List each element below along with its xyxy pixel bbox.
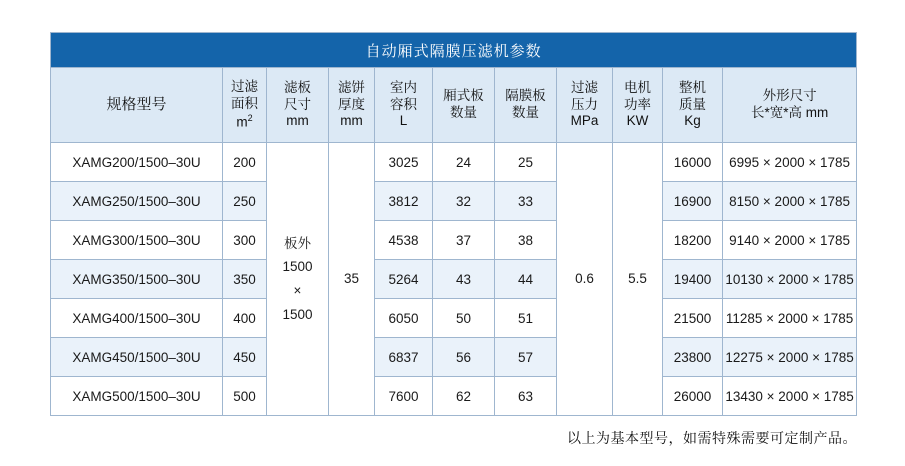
header-filter-area-unit: $m^2$ [236,112,253,130]
cell-filter-pressure-merged: 0.6 [557,143,613,416]
plate-size-line1: 板外 [284,235,311,251]
footer-note: 以上为基本型号，如需特殊需要可定制产品。 [567,430,857,446]
cell-membrane-plate-count: 63 [495,377,557,416]
cell-chamber-volume: 6837 [375,338,433,377]
cell-box-plate-count: 37 [433,221,495,260]
cell-filter-area: 500 [223,377,267,416]
cell-box-plate-count: 56 [433,338,495,377]
plate-size-line3: × [293,283,302,298]
cell-membrane-plate-count: 33 [495,182,557,221]
header-plate-size-line1: 滤板 [284,79,311,95]
cell-chamber-volume: 6050 [375,299,433,338]
header-filter-area-line1: 过滤 [231,78,258,94]
cell-model: XAMG200/1500–30U [51,143,223,182]
cell-membrane-plate-count: 44 [495,260,557,299]
cell-membrane-plate-count: 25 [495,143,557,182]
table-row [51,221,857,260]
cell-plate-size-merged [267,143,329,416]
header-motor-power-line2: 功率 [624,96,651,112]
cell-box-plate-count: 32 [433,182,495,221]
cell-model: XAMG350/1500–30U [51,260,223,299]
header-machine-weight-line1: 整机 [679,79,706,95]
header-filter-pressure-unit: MPa [570,113,599,129]
cell-box-plate-count: 50 [433,299,495,338]
header-cake-thickness [329,68,375,143]
cell-machine-weight: 19400 [663,260,723,299]
header-box-plate-count-line2: 数量 [450,105,477,120]
cell-cake-thickness-merged: 35 [329,143,375,416]
header-chamber-volume [375,68,433,143]
table-row [51,260,857,299]
plate-size-line2: 1500 [282,259,313,275]
cell-membrane-plate-count: 51 [495,299,557,338]
table-title: 自动厢式隔膜压滤机参数 [51,33,857,68]
cell-chamber-volume: 4538 [375,221,433,260]
header-chamber-volume-line1: 室内 [390,79,417,95]
cell-membrane-plate-count: 38 [495,221,557,260]
table-row [51,377,857,416]
cell-model: XAMG400/1500–30U [51,299,223,338]
header-membrane-plate-count-line2: 数量 [512,105,539,120]
header-chamber-volume-line2: 容积 [390,96,417,112]
cell-chamber-volume: 7600 [375,377,433,416]
header-dimensions [723,68,857,143]
table-row [51,338,857,377]
cell-model: XAMG250/1500–30U [51,182,223,221]
cell-dimensions: 12275 × 2000 × 1785 [723,338,857,377]
cell-chamber-volume: 3812 [375,182,433,221]
cell-machine-weight: 23800 [663,338,723,377]
header-filter-pressure-line1: 过滤 [571,79,598,95]
cell-model: XAMG450/1500–30U [51,338,223,377]
cell-motor-power-merged: 5.5 [613,143,663,416]
header-box-plate-count [433,68,495,143]
cell-filter-area: 400 [223,299,267,338]
header-motor-power-line1: 电机 [624,79,651,95]
header-plate-size-line2: 尺寸 [284,96,311,112]
cell-chamber-volume: 5264 [375,260,433,299]
table-row [51,299,857,338]
cell-filter-area: 250 [223,182,267,221]
cell-model: XAMG500/1500–30U [51,377,223,416]
header-cake-thickness-line1: 滤饼 [338,79,365,95]
header-plate-size [267,68,329,143]
parameters-table [50,32,857,416]
cell-filter-area: 200 [223,143,267,182]
header-membrane-plate-count [495,68,557,143]
header-filter-area [223,68,267,143]
cell-machine-weight: 18200 [663,221,723,260]
header-motor-power-unit: KW [626,113,649,129]
cell-dimensions: 13430 × 2000 × 1785 [723,377,857,416]
cell-chamber-volume: 3025 [375,143,433,182]
parameters-table-container [50,32,856,416]
plate-size-line4: 1500 [282,306,313,322]
header-membrane-plate-count-line1: 隔膜板 [505,88,546,104]
cell-machine-weight: 21500 [663,299,723,338]
cell-machine-weight: 16900 [663,182,723,221]
cell-box-plate-count: 62 [433,377,495,416]
cell-machine-weight: 26000 [663,377,723,416]
header-filter-pressure-line2: 压力 [571,96,598,112]
cell-model: XAMG300/1500–30U [51,221,223,260]
header-filter-area-line2: 面积 [231,95,258,111]
table-header-row [51,68,857,143]
cell-filter-area: 350 [223,260,267,299]
table-row [51,143,857,182]
header-plate-size-unit: mm [286,113,309,129]
cell-dimensions: 6995 × 2000 × 1785 [723,143,857,182]
cell-dimensions: 10130 × 2000 × 1785 [723,260,857,299]
cell-dimensions: 9140 × 2000 × 1785 [723,221,857,260]
header-machine-weight-unit: Kg [684,113,701,129]
header-box-plate-count-line1: 厢式板 [443,88,484,104]
header-motor-power [613,68,663,143]
cell-membrane-plate-count: 57 [495,338,557,377]
table-title-row [51,33,857,68]
header-machine-weight-line2: 质量 [679,96,706,112]
header-dimensions-line2: 长*宽*高 mm [750,105,829,120]
cell-machine-weight: 16000 [663,143,723,182]
cell-dimensions: 8150 × 2000 × 1785 [723,182,857,221]
cell-box-plate-count: 43 [433,260,495,299]
cell-box-plate-count: 24 [433,143,495,182]
header-cake-thickness-unit: mm [340,113,363,129]
header-filter-pressure [557,68,613,143]
header-model: 规格型号 [51,68,223,143]
cell-filter-area: 450 [223,338,267,377]
header-chamber-volume-unit: L [399,113,408,129]
header-machine-weight [663,68,723,143]
header-filter-area-unit-sup: 2 [247,112,253,123]
cell-dimensions: 11285 × 2000 × 1785 [723,299,857,338]
header-cake-thickness-line2: 厚度 [338,96,365,112]
table-row [51,182,857,221]
header-dimensions-line1: 外形尺寸 [762,88,817,104]
cell-filter-area: 300 [223,221,267,260]
